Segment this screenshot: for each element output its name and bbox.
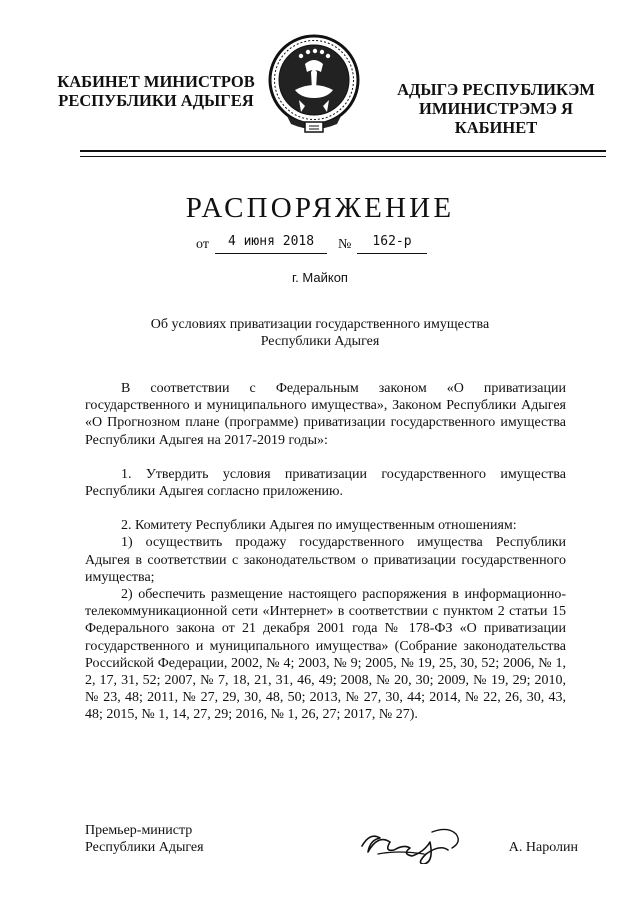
item-2-1-paragraph: 1) осуществить продажу государственного имущества Республики Адыгея в соответствии с законодательством о приватизации государственного имущества; — [85, 535, 566, 585]
title-line-1: Об условиях приватизации государственного имущества — [150, 317, 490, 332]
header-rule-thin — [80, 156, 606, 157]
signatory-name: А. Наролин — [508, 840, 578, 855]
handwritten-signature — [358, 824, 468, 864]
date-number-line — [196, 232, 436, 256]
item-2-paragraph: 2. Комитету Республики Адыгея по имущественным отношениям: — [121, 518, 517, 534]
item-1-paragraph: 1. Утвердить условия приватизации государственного имущества Республики Адыгея согласно приложению. — [85, 466, 566, 500]
number-prefix: № — [338, 237, 352, 252]
preamble-paragraph: В соответствии с Федеральным законом «О приватизации государственного и муниципального имущества», Законом Республики Адыгея «О Прогнозном плане (программе) приватизации государственного имущества Республики Адыгея на 2017-2019 годы»: — [85, 381, 566, 448]
document-title — [130, 316, 510, 350]
issuer-name-russian — [56, 72, 256, 110]
header-rule-thick — [80, 150, 606, 152]
state-emblem-icon — [265, 30, 363, 142]
issuer-line-1: АДЫГЭ РЕСПУБЛИКЭМ — [397, 80, 595, 99]
issuer-line-1: КАБИНЕТ МИНИСТРОВ — [57, 72, 255, 91]
issuer-line-2: РЕСПУБЛИКИ АДЫГЕЯ — [58, 91, 254, 110]
city: г. Майкоп — [292, 270, 348, 285]
position-line-1: Премьер-министр — [85, 823, 193, 838]
date-prefix: от — [196, 237, 209, 252]
issuer-name-adyghe — [386, 80, 606, 137]
item-2-2-paragraph: 2) обеспечить размещение настоящего распоряжения в информационно-телекоммуникационной сети «Интернет» в соответствии с пунктом 2 статьи 15 Федерального закона от 21 декабря 2001 года № 178-ФЗ «О приватизации государственного и муниципального имущества» (Собрание законодательства Российской Федерации, 2002, № 4; 2003, № 9; 2005, № 19, 25, 30, 52; 2006, № 1, 2, 17, 31, 52; 2007, № 7, 18, 21, 31, 46, 49; 2008, № 20, 30; 2009, № 19, 29; 2010, № 23, 48; 2011, № 27, 29, 30, 48, 50; 2013, № 27, 30, 44; 2014, № 22, 26, 30, 43, 48; 2015, № 1, 14, 27, 29; 2016, № 1, 26, 27; 2017, № 27). — [85, 587, 566, 723]
issuer-line-2: ИМИНИСТРЭМЭ Я КАБИНЕТ — [419, 99, 573, 137]
position-line-2: Республики Адыгея — [85, 840, 204, 855]
document-body — [85, 380, 566, 724]
signatory-position — [85, 822, 265, 856]
document-type: РАСПОРЯЖЕНИЕ — [185, 192, 455, 224]
document-number: 162-р — [357, 234, 427, 254]
title-line-2: Республики Адыгея — [260, 334, 380, 349]
document-date: 4 июня 2018 — [215, 234, 327, 254]
